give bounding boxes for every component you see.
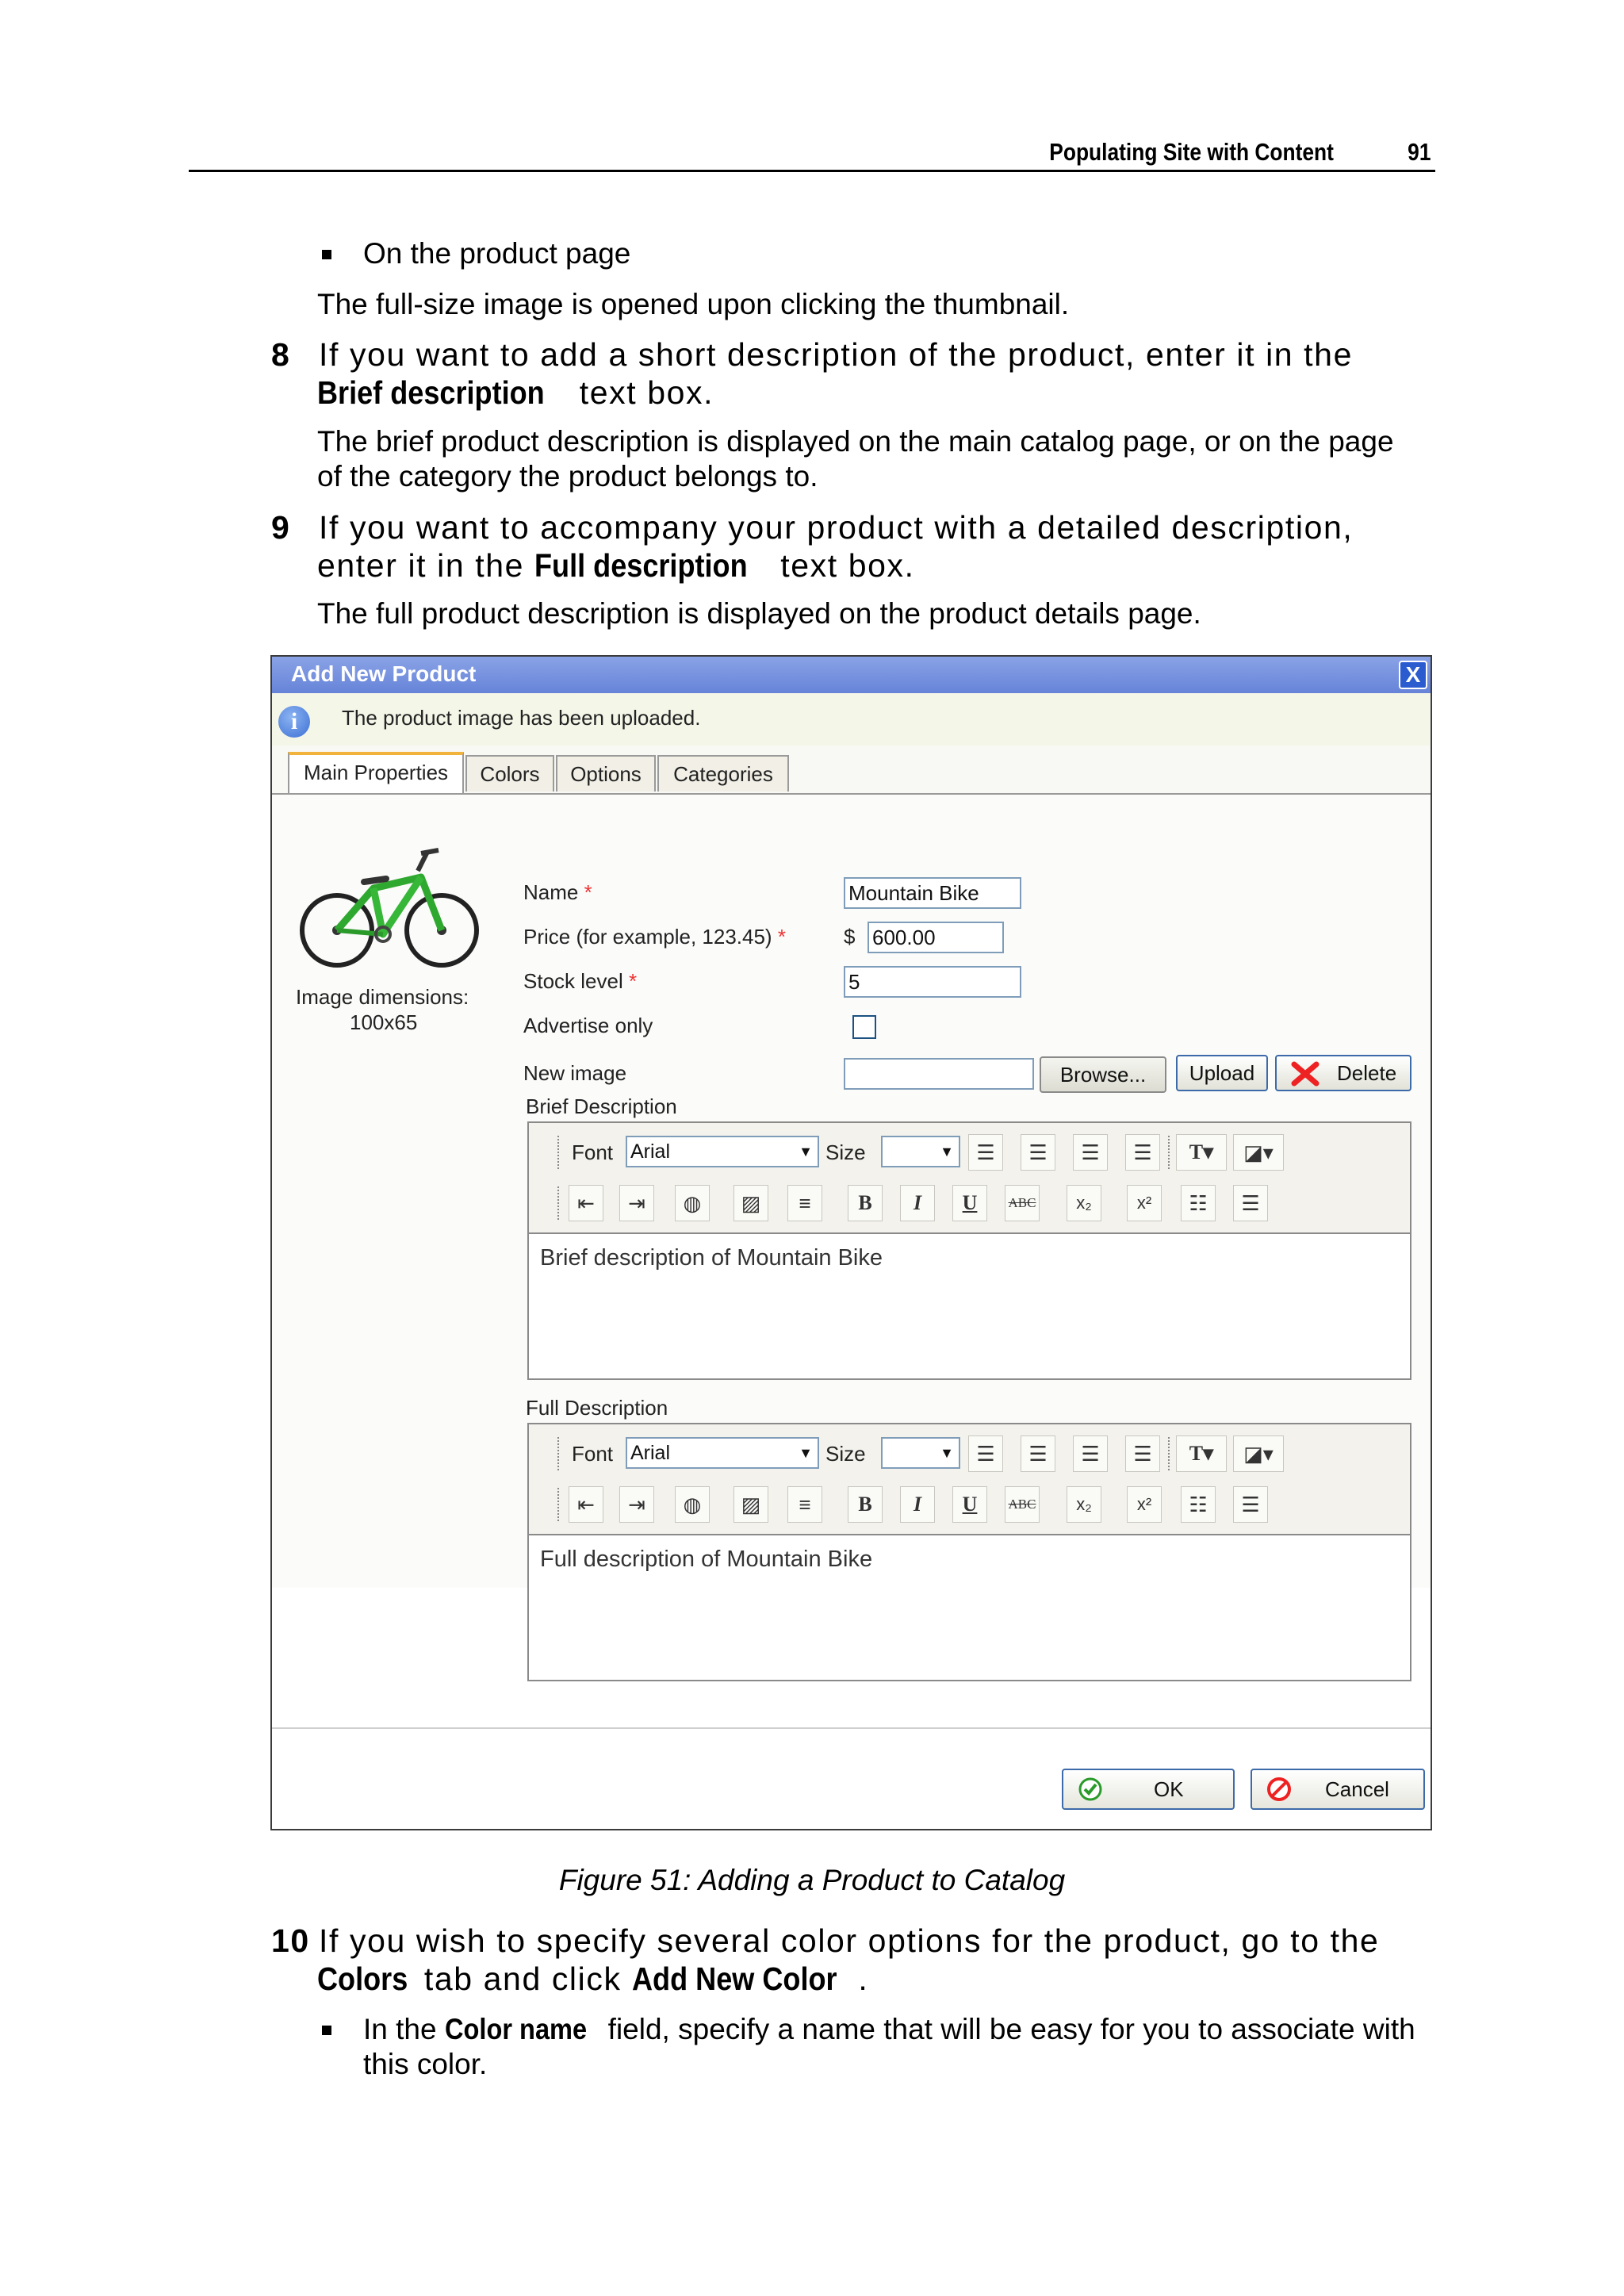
full-description-label: Full Description (526, 1396, 668, 1420)
image-dimensions-label: Image dimensions: (296, 985, 469, 1009)
dialog-footer (272, 1727, 1431, 1829)
full-description-text[interactable]: Full description of Mountain Bike (540, 1547, 873, 1572)
step-number: 9 (271, 509, 291, 546)
advertise-only-checkbox[interactable] (852, 1015, 876, 1039)
align-right-icon[interactable]: ☰ (1073, 1134, 1108, 1171)
size-label: Size (825, 1442, 866, 1466)
currency-symbol: $ (844, 925, 856, 949)
font-select[interactable]: Arial ▼ (626, 1437, 819, 1469)
required-mark: * (584, 880, 592, 904)
browse-button[interactable]: Browse... (1040, 1056, 1166, 1093)
justify-icon[interactable]: ☰ (1125, 1435, 1160, 1472)
horizontal-rule-icon[interactable]: ≡ (787, 1185, 822, 1221)
align-left-icon[interactable]: ☰ (968, 1435, 1003, 1472)
required-mark: * (628, 969, 638, 993)
text-color-icon[interactable]: T▾ (1176, 1435, 1227, 1472)
font-select[interactable]: Arial ▼ (626, 1136, 819, 1167)
subscript-icon[interactable]: x₂ (1067, 1486, 1101, 1523)
tab-main-properties[interactable]: Main Properties (288, 752, 464, 793)
font-label: Font (572, 1442, 614, 1466)
tab-options[interactable]: Options (556, 755, 656, 792)
tab-colors[interactable]: Colors (465, 755, 554, 792)
underline-icon[interactable]: U (952, 1486, 987, 1523)
check-icon (1078, 1777, 1103, 1802)
insert-link-icon[interactable]: ◍ (675, 1185, 710, 1221)
numbered-list-icon[interactable]: ☷ (1181, 1185, 1216, 1221)
full-description-editor (527, 1423, 1411, 1681)
stock-level-label: Stock level * (523, 969, 638, 993)
close-icon[interactable]: X (1399, 661, 1427, 689)
ui-term: Colors (317, 1961, 408, 1997)
cancel-button[interactable]: Cancel (1251, 1769, 1425, 1810)
price-input[interactable]: 600.00 (868, 922, 1004, 953)
dialog-titlebar (272, 657, 1431, 693)
editor-toolbar (529, 1424, 1410, 1535)
step-text: Brief description text box. (317, 374, 714, 411)
align-right-icon[interactable]: ☰ (1073, 1435, 1108, 1472)
align-center-icon[interactable]: ☰ (1021, 1435, 1055, 1472)
ui-term: Add New Color (631, 1961, 837, 1997)
running-header (189, 135, 1435, 172)
outdent-icon[interactable]: ⇤ (569, 1486, 603, 1523)
stock-level-input[interactable]: 5 (844, 966, 1021, 998)
indent-icon[interactable]: ⇥ (619, 1185, 654, 1221)
note-text: The brief product description is displayed on the main catalog page, or on the page (317, 425, 1394, 458)
bullet-marker (322, 2026, 331, 2035)
tab-categories[interactable]: Categories (657, 755, 789, 792)
chapter-title: Populating Site with Content (1049, 138, 1334, 166)
ok-button[interactable]: OK (1062, 1769, 1235, 1810)
info-message: The product image has been uploaded. (342, 706, 701, 730)
text-color-icon[interactable]: T▾ (1176, 1134, 1227, 1171)
background-color-icon[interactable]: ◪▾ (1233, 1435, 1284, 1472)
subscript-icon[interactable]: x₂ (1067, 1185, 1101, 1221)
bulleted-list-icon[interactable]: ☰ (1233, 1486, 1268, 1523)
outdent-icon[interactable]: ⇤ (569, 1185, 603, 1221)
size-select[interactable]: ▼ (881, 1136, 960, 1167)
superscript-icon[interactable]: x² (1127, 1486, 1162, 1523)
brief-description-label: Brief Description (526, 1094, 677, 1118)
indent-icon[interactable]: ⇥ (619, 1486, 654, 1523)
font-label: Font (572, 1140, 614, 1164)
ui-term: Brief description (317, 374, 545, 411)
insert-link-icon[interactable]: ◍ (675, 1486, 710, 1523)
background-color-icon[interactable]: ◪▾ (1233, 1134, 1284, 1171)
step-text: If you wish to specify several color options for the product, go to the (319, 1922, 1380, 1959)
brief-description-editor (527, 1121, 1411, 1380)
upload-button[interactable]: Upload (1176, 1055, 1268, 1091)
ui-term: Color name (444, 2013, 587, 2045)
align-center-icon[interactable]: ☰ (1021, 1134, 1055, 1171)
brief-description-text[interactable]: Brief description of Mountain Bike (540, 1245, 883, 1271)
superscript-icon[interactable]: x² (1127, 1185, 1162, 1221)
cancel-icon (1266, 1777, 1292, 1802)
info-bar (272, 693, 1431, 746)
delete-x-icon (1291, 1061, 1320, 1087)
bullet-text: In the Color name field, specify a name that will be easy for you to associate with (363, 2013, 1415, 2045)
info-icon: i (278, 706, 310, 738)
strikethrough-icon[interactable]: ABC (1005, 1185, 1040, 1221)
page-number: 91 (1407, 138, 1431, 166)
figure-caption: Figure 51: Adding a Product to Catalog (558, 1864, 1066, 1896)
note-text: The full product description is displayed on the product details page. (317, 597, 1201, 630)
name-label: Name * (523, 880, 592, 904)
image-dimensions-value: 100x65 (350, 1010, 418, 1034)
step-number: 10 (271, 1922, 310, 1959)
size-select[interactable]: ▼ (881, 1437, 960, 1469)
insert-image-icon[interactable]: ▨ (733, 1486, 768, 1523)
add-new-product-dialog (270, 655, 1432, 1830)
bold-icon[interactable]: B (848, 1486, 883, 1523)
product-thumbnail (288, 847, 483, 974)
step-text: If you want to accompany your product with a detailed description, (319, 509, 1354, 546)
bullet-text: On the product page (363, 237, 631, 270)
editor-toolbar (529, 1123, 1410, 1234)
horizontal-rule-icon[interactable]: ≡ (787, 1486, 822, 1523)
underline-icon[interactable]: U (952, 1185, 987, 1221)
step-text: Colors tab and click Add New Color . (317, 1961, 869, 1997)
advertise-only-label: Advertise only (523, 1014, 653, 1037)
italic-icon[interactable]: I (900, 1185, 935, 1221)
step-text: enter it in the Full description text box. (317, 547, 915, 584)
note-text: of the category the product belongs to. (317, 460, 818, 493)
new-image-file-input[interactable] (844, 1058, 1034, 1090)
bold-icon[interactable]: B (848, 1185, 883, 1221)
dialog-title: Add New Product (291, 661, 477, 686)
justify-icon[interactable]: ☰ (1125, 1134, 1160, 1171)
insert-image-icon[interactable]: ▨ (733, 1185, 768, 1221)
size-label: Size (825, 1140, 866, 1164)
name-input[interactable]: Mountain Bike (844, 877, 1021, 909)
ui-term: Full description (534, 547, 748, 584)
align-left-icon[interactable]: ☰ (968, 1134, 1003, 1171)
main-properties-panel (272, 795, 1431, 1588)
required-mark: * (777, 925, 786, 949)
bulleted-list-icon[interactable]: ☰ (1233, 1185, 1268, 1221)
step-text: If you want to add a short description of the product, enter it in the (319, 336, 1353, 373)
step-number: 8 (271, 336, 291, 373)
bullet-marker (322, 250, 331, 259)
bullet-text: this color. (363, 2048, 488, 2080)
delete-button[interactable]: Delete (1275, 1055, 1411, 1091)
new-image-label: New image (523, 1061, 627, 1085)
strikethrough-icon[interactable]: ABC (1005, 1486, 1040, 1523)
price-label: Price (for example, 123.45) * (523, 925, 786, 949)
italic-icon[interactable]: I (900, 1486, 935, 1523)
note-text: The full-size image is opened upon clicking the thumbnail. (317, 288, 1070, 320)
tab-bar (272, 746, 1431, 795)
numbered-list-icon[interactable]: ☷ (1181, 1486, 1216, 1523)
